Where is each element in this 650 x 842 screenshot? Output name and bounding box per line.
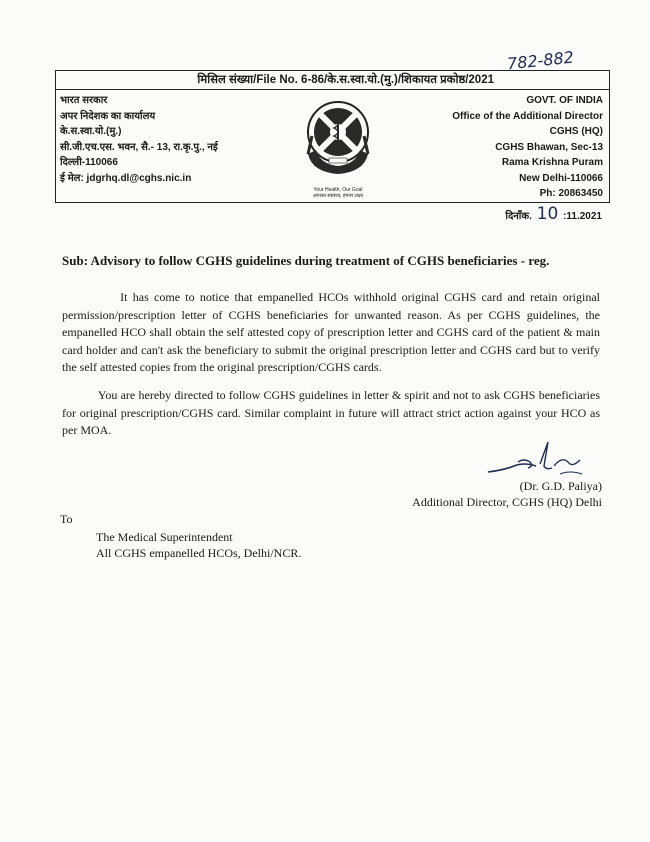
letterhead-box — [55, 70, 610, 203]
english-line: CGHS Bhawan, Sec-13 — [495, 141, 603, 153]
hindi-line: सी.जी.एच.एस. भवन, सै.- 13, रा.कृ.पु., नई — [60, 141, 218, 153]
body-paragraph — [62, 387, 600, 440]
letterhead-english — [373, 93, 603, 202]
hindi-line: भारत सरकार — [60, 95, 108, 106]
english-line: Rama Krishna Puram — [501, 157, 603, 168]
signature-image — [484, 436, 604, 480]
letterhead-hindi — [60, 93, 290, 186]
signatory-name: (Dr. G.D. Paliya) — [519, 479, 602, 493]
signatory-designation: Additional Director, CGHS (HQ) Delhi — [412, 495, 602, 509]
emblem-tagline: Your Health, Our Goal — [313, 187, 363, 193]
cghs-logo-icon — [298, 92, 378, 182]
handwritten-reference: 782-882 — [506, 47, 575, 74]
recipient-line: The Medical Superintendent — [96, 530, 233, 544]
english-line: CGHS (HQ) — [549, 126, 603, 137]
paragraph-text: You are hereby directed to follow CGHS guidelines in letter & spirit and not to ask CGHS beneficiaries for original prescription/CGHS card. Similar complaint in future will attract strict action against your HCO as per MOA. — [62, 388, 600, 437]
phone-line: Ph: 20863450 — [539, 188, 603, 199]
hindi-line: अपर निदेशक का कार्यालय — [60, 110, 156, 122]
english-line: New Delhi-110066 — [519, 172, 603, 184]
emblem-tagline-hindi: आपका स्वास्थ्य, हमारा लक्ष्य — [312, 193, 364, 199]
english-line: GOVT. OF INDIA — [526, 95, 603, 106]
date-day: 10 — [536, 204, 559, 224]
cghs-emblem — [298, 92, 378, 198]
to-label: To — [60, 512, 73, 526]
recipient-line: All CGHS empanelled HCOs, Delhi/NCR. — [96, 546, 302, 560]
paragraph-text: It has come to notice that empanelled HCOs withhold original CGHS card and retain original permission/prescription letter of CGHS beneficiaries for unwanted reason. As per CGHS guidelines, the empanelled HCO shall obtain the self attested copy of prescription letter and CGHS card of the patient & main card holder and can't ask the beneficiary to submit the original prescription letter and CGHS card but to verify the self attested copies from the original prescription/CGHS cards. — [62, 290, 601, 374]
date-label: दिनॉंक. — [505, 211, 532, 222]
email-line: ई मेल: jdgrhq.dl@cghs.nic.in — [60, 172, 192, 184]
english-line: Office of the Additional Director — [452, 110, 603, 122]
file-number: मिसिल संख्या/File No. 6-86/के.स.स्वा.यो.(मु.)/शिकायत प्रकोष्ठ/2021 — [56, 71, 609, 90]
date-rest: :11.2021 — [563, 211, 602, 222]
hindi-line: के.स.स्वा.यो.(मु.) — [60, 126, 122, 137]
body-paragraph — [62, 289, 600, 377]
subject-line: Sub: Advisory to follow CGHS guidelines during treatment of CGHS beneficiaries - reg. — [62, 253, 550, 268]
hindi-line: दिल्ली-110066 — [60, 157, 118, 168]
letter-date — [505, 204, 602, 224]
